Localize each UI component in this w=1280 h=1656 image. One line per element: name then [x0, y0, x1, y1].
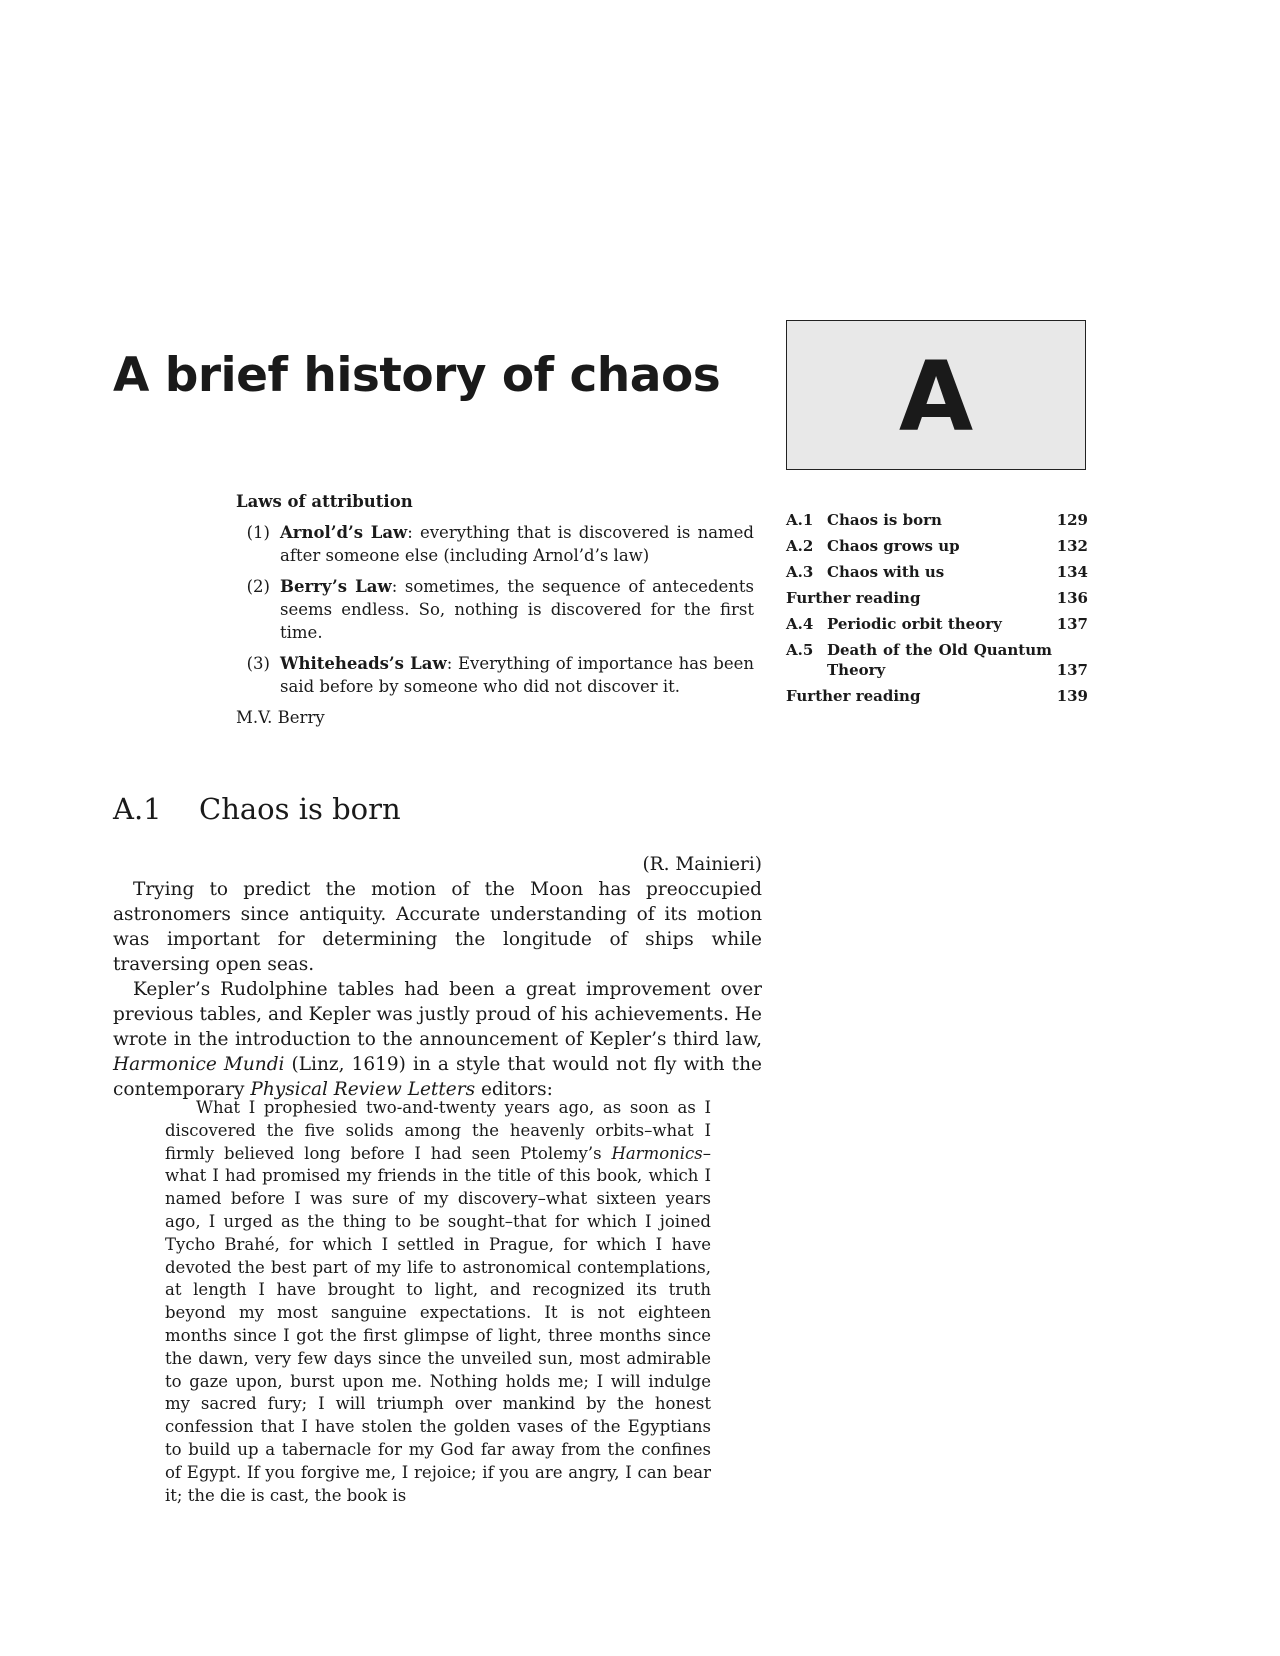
- paragraph-text: editors:: [475, 1079, 553, 1100]
- toc-entry-number: A.2: [786, 537, 814, 555]
- law-number: (2): [246, 577, 270, 596]
- law-number: (3): [246, 654, 270, 673]
- law-text: [272, 652, 754, 698]
- toc-entry[interactable]: [786, 686, 1088, 706]
- book-title: Harmonice Mundi: [113, 1054, 285, 1075]
- toc-entry-title-line: Death of the Old Quantum: [827, 641, 1052, 659]
- section-title: Chaos is born: [199, 792, 401, 826]
- toc-entry-title: Chaos grows up: [827, 537, 960, 555]
- toc-entry-number: A.1: [786, 511, 814, 529]
- section-body: [113, 852, 762, 1102]
- toc-entry-title: Further reading: [786, 589, 921, 607]
- law-item: [236, 521, 754, 567]
- toc-entry-page: 137: [1056, 615, 1088, 633]
- toc-entry-title: Periodic orbit theory: [827, 615, 1002, 633]
- toc-entry-title: Further reading: [786, 687, 921, 705]
- section-author: (R. Mainieri): [642, 854, 762, 875]
- toc-entry-title: Chaos with us: [827, 563, 945, 581]
- toc-entry-number: A.4: [786, 615, 814, 633]
- paragraph-text: Kepler’s Rudolphine tables had been a great improvement over previous tables, and Kepler was justly proud of his achievements. He wrote in the introduction to the announcement of Kepler’s third law,: [113, 979, 762, 1050]
- chapter-contents: [786, 510, 1088, 712]
- epigraph-author: M.V. Berry: [236, 708, 325, 727]
- toc-entry-number: A.5: [786, 641, 814, 659]
- toc-entry-title: [827, 640, 1052, 680]
- book-title: Harmonics: [611, 1143, 703, 1163]
- toc-entry-title-line: Theory: [827, 661, 886, 679]
- toc-entry[interactable]: [786, 588, 1088, 608]
- toc-entry-number: A.3: [786, 563, 814, 581]
- chapter-title: A brief history of chaos: [113, 348, 721, 403]
- law-name: Arnol’d’s Law: [280, 523, 408, 542]
- toc-entry-title: Chaos is born: [827, 511, 942, 529]
- toc-entry-page: 134: [1056, 563, 1088, 581]
- toc-entry-page: 136: [1056, 589, 1088, 607]
- paragraph-text: (Linz, 1619) in a style that would not fly with the contemporary: [113, 1054, 762, 1100]
- toc-entry-page: 132: [1056, 537, 1088, 555]
- epigraph: [236, 490, 754, 729]
- law-description: : Everything of importance has been said before by someone who did not discover it.: [280, 654, 755, 696]
- toc-entry[interactable]: [786, 614, 1088, 634]
- block-quote: [165, 1097, 711, 1507]
- quote-text: What I prophesied two-and-twenty years ago, as soon as I discovered the five solids among the heavenly orbits–what I firmly believed long before I had seen Ptolemy’s: [165, 1098, 711, 1163]
- law-number: (1): [246, 523, 270, 542]
- law-name: Berry’s Law: [280, 577, 392, 596]
- toc-entry-page: 137: [1056, 661, 1088, 679]
- law-text: [272, 521, 754, 567]
- law-description: : sometimes, the sequence of antecedents seems endless. So, nothing is discovered for the first time.: [280, 577, 754, 642]
- toc-entry[interactable]: [786, 562, 1088, 582]
- chapter-letter-box: [786, 320, 1086, 470]
- section-heading: [113, 792, 401, 826]
- toc-entry-page: 139: [1056, 687, 1088, 705]
- toc-entry[interactable]: [786, 536, 1088, 556]
- toc-entry[interactable]: [786, 510, 1088, 530]
- body-paragraph: [113, 977, 762, 1102]
- journal-title: Physical Review Letters: [250, 1079, 476, 1100]
- toc-entry-page: 129: [1056, 511, 1088, 529]
- body-paragraph: Trying to predict the motion of the Moon has preoccupied astronomers since antiquity. Accurate understanding of its motion was important for determining the longitude of ships while traversing open seas.: [113, 879, 762, 975]
- law-text: [272, 575, 754, 644]
- law-description: : everything that is discovered is named after someone else (including Arnol’d’s law): [280, 523, 754, 565]
- toc-entry[interactable]: [786, 640, 1088, 680]
- law-item: [236, 652, 754, 698]
- law-name: Whiteheads’s Law: [280, 654, 447, 673]
- epigraph-heading: Laws of attribution: [236, 492, 413, 511]
- section-number: A.1: [113, 792, 162, 826]
- law-item: [236, 575, 754, 644]
- chapter-letter: A: [898, 341, 974, 453]
- quote-text: –what I had promised my friends in the title of this book, which I named before I was sure of my discovery–what sixteen years ago, I urged as the thing to be sought–that for which I joined Tycho Brahé, for which I settled in Prague, for which I have devoted the best part of my life to astronomical contemplations, at length I have brought to light, and recognized its truth beyond my most sanguine expectations. It is not eighteen months since I got the first glimpse of light, three months since the dawn, very few days since the unveiled sun, most admirable to gaze upon, burst upon me. Nothing holds me; I will indulge my sacred fury; I will triumph over mankind by the honest confession that I have stolen the golden vases of the Egyptians to build up a tabernacle for my God far away from the confines of Egypt. If you forgive me, I rejoice; if you are angry, I can bear it; the die is cast, the book is: [165, 1143, 711, 1505]
